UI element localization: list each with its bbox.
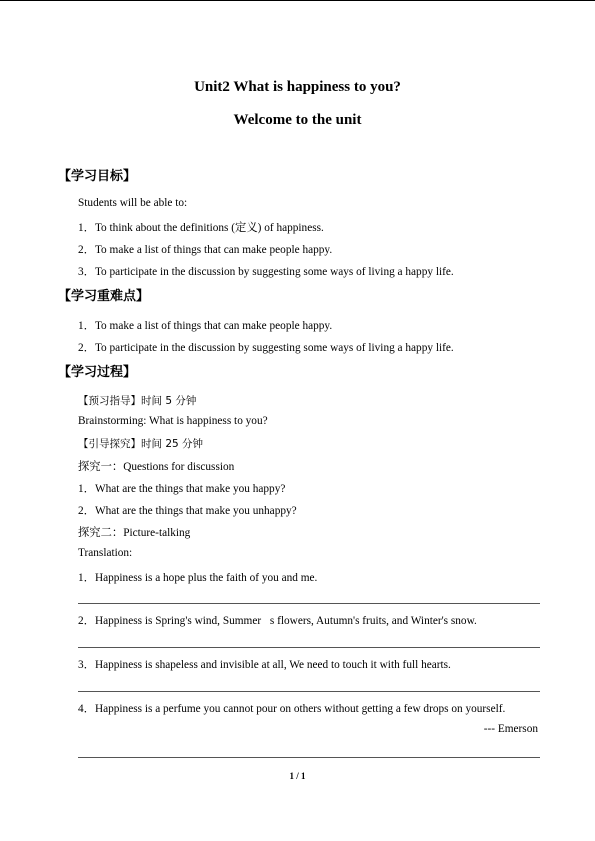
answer-line — [78, 691, 540, 692]
section-heading-objectives: 【学习目标】 — [58, 169, 137, 184]
translation-sentence: 1．Happiness is a hope plus the faith of you and me. — [78, 572, 318, 584]
page-number: 1 / 1 — [289, 771, 306, 781]
discussion-question: 2．What are the things that make you unhappy? — [78, 505, 297, 517]
brainstorming-line: Brainstorming: What is happiness to you? — [78, 415, 268, 427]
page-title: Unit2 What is happiness to you? — [194, 79, 401, 95]
translation-sentence: 2．Happiness is Spring's wind, Summer s flowers, Autumn's fruits, and Winter's snow. — [78, 615, 477, 627]
section-heading-key-points: 【学习重难点】 — [58, 289, 150, 304]
quote-attribution: --- Emerson — [483, 723, 538, 735]
objective-item: 1．To think about the definitions (定义) of happiness. — [78, 222, 324, 234]
top-border — [0, 0, 595, 1]
guided-inquiry-label: 【引导探究】时间 25 分钟 — [78, 438, 204, 450]
key-point-item: 1．To make a list of things that can make people happy. — [78, 320, 333, 332]
section-heading-process: 【学习过程】 — [58, 365, 137, 380]
page-subtitle: Welcome to the unit — [233, 112, 362, 128]
objectives-intro: Students will be able to: — [78, 197, 188, 209]
answer-line — [78, 603, 540, 604]
translation-label: Translation: — [78, 547, 133, 559]
translation-sentence: 3．Happiness is shapeless and invisible at all, We need to touch it with full hearts. — [78, 659, 451, 671]
explore-one-label: 探究一：Questions for discussion — [78, 461, 235, 473]
translation-sentence: 4．Happiness is a perfume you cannot pour on others without getting a few drops on yourself. — [78, 703, 506, 715]
key-point-item: 2．To participate in the discussion by suggesting some ways of living a happy life. — [78, 342, 454, 354]
preview-guide-label: 【预习指导】时间 5 分钟 — [78, 395, 197, 407]
objective-item: 2．To make a list of things that can make people happy. — [78, 244, 333, 256]
explore-two-label: 探究二：Picture-talking — [78, 527, 191, 539]
answer-line — [78, 757, 540, 758]
answer-line — [78, 647, 540, 648]
discussion-question: 1．What are the things that make you happy? — [78, 483, 286, 495]
objective-item: 3．To participate in the discussion by suggesting some ways of living a happy life. — [78, 266, 454, 278]
